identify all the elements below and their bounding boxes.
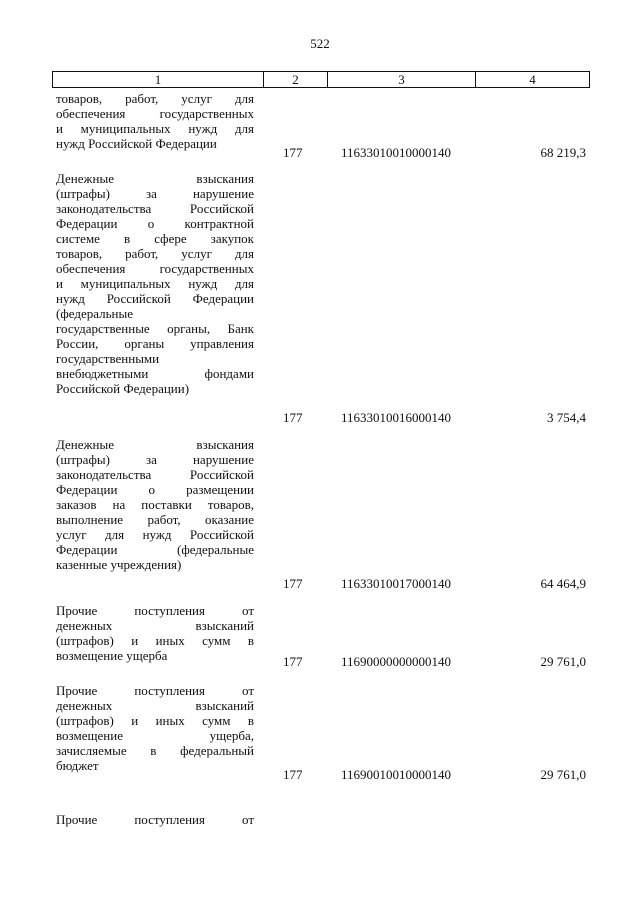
description-line: денежных взысканий — [56, 698, 254, 713]
description-line: Федерации (федеральные — [56, 542, 254, 557]
row-description — [56, 437, 254, 572]
amount: 68 219,3 — [540, 145, 586, 160]
description-line: (штрафов) и иных сумм в — [56, 633, 254, 648]
description-line: Федерации о контрактной — [56, 216, 254, 231]
description-line: товаров, работ, услуг для — [56, 246, 254, 261]
description-line: обеспечения государственных — [56, 261, 254, 276]
budget-class-code: 11633010010000140 — [341, 145, 452, 160]
row-description — [56, 603, 254, 663]
description-line: возмещение ущерба — [56, 648, 168, 663]
row-description — [56, 171, 254, 396]
description-line: заказов на поставки товаров, — [56, 497, 254, 512]
budget-class-code: 11690010010000140 — [341, 767, 452, 782]
description-line: бюджет — [56, 758, 99, 773]
header-col-1: 1 — [53, 72, 264, 87]
admin-code: 177 — [283, 410, 303, 425]
description-line: законодательства Российской — [56, 201, 254, 216]
budget-class-code: 11690000000000140 — [341, 654, 452, 669]
row-description — [56, 812, 254, 827]
amount: 29 761,0 — [540, 767, 586, 782]
description-line: и муниципальных нужд для — [56, 276, 254, 291]
description-line: Прочие поступления от — [56, 603, 254, 618]
row-description — [56, 683, 254, 773]
budget-class-code: 11633010016000140 — [341, 410, 452, 425]
description-line: (штрафы) за нарушение — [56, 186, 254, 201]
description-line: государственные органы, Банк — [56, 321, 254, 336]
description-line: возмещение ущерба, — [56, 728, 254, 743]
description-line: денежных взысканий — [56, 618, 254, 633]
description-line: (федеральные — [56, 306, 133, 321]
description-line: системе в сфере закупок — [56, 231, 254, 246]
description-line: казенные учреждения) — [56, 557, 182, 572]
header-col-2: 2 — [264, 72, 328, 87]
description-line: Федерации о размещении — [56, 482, 254, 497]
budget-class-code: 11633010017000140 — [341, 576, 452, 591]
admin-code: 177 — [283, 145, 303, 160]
table-header — [52, 71, 590, 88]
amount: 29 761,0 — [540, 654, 586, 669]
description-line: (штрафов) и иных сумм в — [56, 713, 254, 728]
description-line: Российской Федерации) — [56, 381, 190, 396]
description-line: зачисляемые в федеральный — [56, 743, 254, 758]
admin-code: 177 — [283, 767, 303, 782]
description-line: Прочие поступления от — [56, 683, 254, 698]
description-line: нужд Российской Федерации — [56, 136, 217, 151]
description-line: государственными — [56, 351, 160, 366]
amount: 3 754,4 — [547, 410, 586, 425]
description-line: (штрафы) за нарушение — [56, 452, 254, 467]
description-line: Денежные взыскания — [56, 171, 254, 186]
row-description — [56, 91, 254, 151]
description-line: Прочие поступления от — [56, 812, 254, 827]
description-line: услуг для нужд Российской — [56, 527, 254, 542]
page-number: 522 — [310, 36, 330, 51]
description-line: России, органы управления — [56, 336, 254, 351]
amount: 64 464,9 — [540, 576, 586, 591]
description-line: и муниципальных нужд для — [56, 121, 254, 136]
description-line: товаров, работ, услуг для — [56, 91, 254, 106]
description-line: законодательства Российской — [56, 467, 254, 482]
description-line: нужд Российской Федерации — [56, 291, 254, 306]
description-line: обеспечения государственных — [56, 106, 254, 121]
header-col-3: 3 — [328, 72, 476, 87]
description-line: внебюджетными фондами — [56, 366, 254, 381]
description-line: Денежные взыскания — [56, 437, 254, 452]
description-line: выполнение работ, оказание — [56, 512, 254, 527]
admin-code: 177 — [283, 576, 303, 591]
admin-code: 177 — [283, 654, 303, 669]
header-col-4: 4 — [529, 71, 536, 87]
